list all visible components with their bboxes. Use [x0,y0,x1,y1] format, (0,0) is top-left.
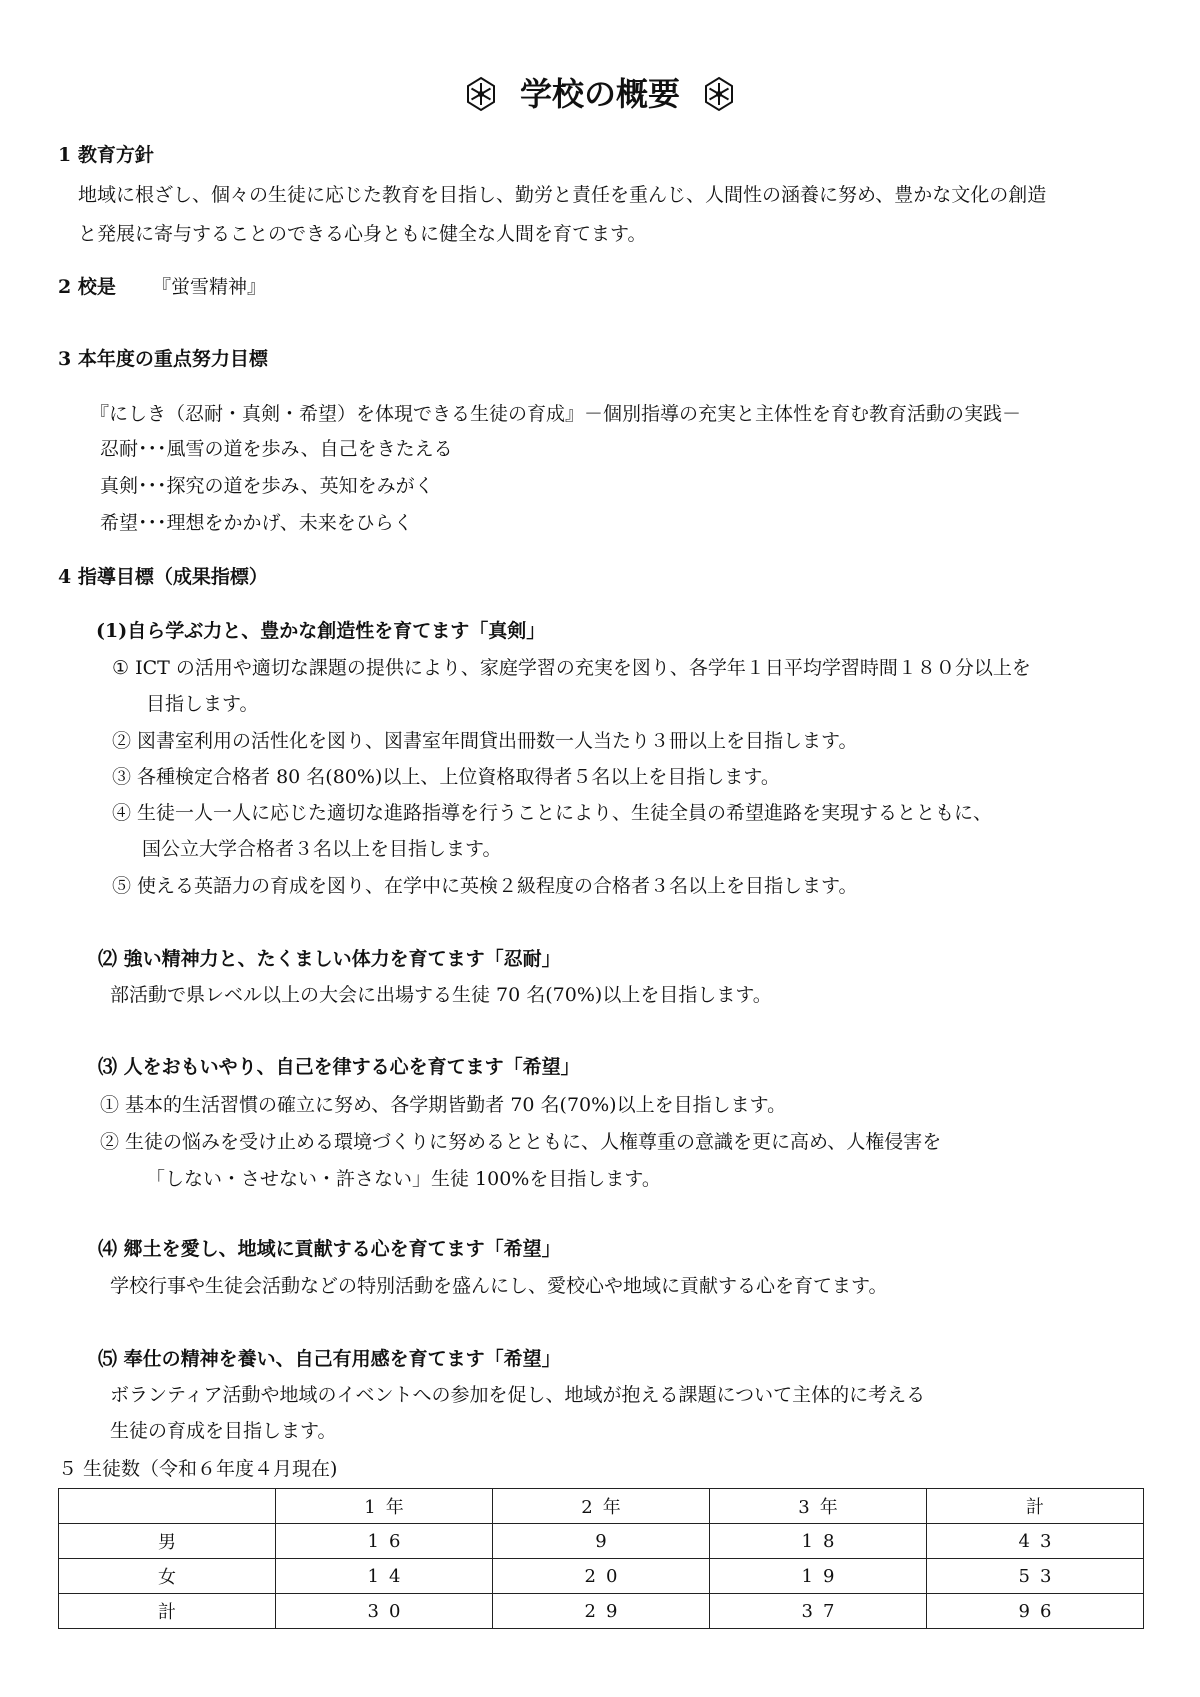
target-item-cont: 生徒の育成を目指します。 [110,1420,337,1442]
school-motto: 『蛍雪精神』 [152,276,267,298]
table-cell: 18 [710,1524,927,1559]
target-item: ③ 各種検定合格者 80 名(80%)以上、上位資格取得者５名以上を目指します。 [112,766,780,788]
target-item: 部活動で県レベル以上の大会に出場する生徒 70 名(70%)以上を目指します。 [110,984,772,1006]
table-row [59,1594,1144,1629]
goal-item: 忍耐･･･風雪の道を歩み、自己をきたえる [100,438,453,460]
table-header-row [59,1489,1144,1524]
student-count-table [58,1488,1144,1629]
target-item-cont: 目指します。 [146,693,259,715]
table-row [59,1559,1144,1594]
table-cell: 37 [710,1594,927,1629]
target-item: ① ICT の活用や適切な課題の提供により、家庭学習の充実を図り、各学年１日平均学習時間１８０分以上を [112,657,1031,679]
subsection-heading: ⑷ 郷土を愛し、地域に貢献する心を育てます「希望」 [98,1238,561,1260]
subsection-heading: ⑸ 奉仕の精神を養い、自己有用感を育てます「希望」 [98,1348,561,1370]
subsection-heading: ⑵ 強い精神力と、たくましい体力を育てます「忍耐」 [98,948,561,970]
table-header-cell [59,1489,276,1524]
page-title: 学校の概要 [519,75,680,113]
target-item-cont: 国公立大学合格者３名以上を目指します。 [142,838,502,860]
table-cell: 20 [493,1559,710,1594]
target-item: ④ 生徒一人一人に応じた適切な進路指導を行うことにより、生徒全員の希望進路を実現するとともに、 [112,802,993,824]
target-item: ボランティア活動や地域のイベントへの参加を促し、地域が抱える課題について主体的に考える [110,1384,926,1406]
section-heading-policy: 1 教育方針 [58,144,154,166]
table-header-cell: 計 [927,1489,1144,1524]
table-header-cell: 1年 [276,1489,493,1524]
section-heading-guidance: 4 指導目標（成果指標） [58,566,268,588]
table-cell: 29 [493,1594,710,1629]
section-heading-students: ５ 生徒数（令和６年度４月現在) [58,1458,338,1480]
table-cell: 19 [710,1559,927,1594]
table-cell: 計 [59,1594,276,1629]
table-cell: 14 [276,1559,493,1594]
target-item-cont: 「しない・させない・許さない」生徒 100%を目指します。 [146,1168,661,1190]
snowflake-emblem-icon [701,76,737,117]
target-item: ② 図書室利用の活性化を図り、図書室年間貸出冊数一人当たり３冊以上を目指します。 [112,730,858,752]
section-heading-motto: 2 校是 [58,276,116,298]
target-item: 学校行事や生徒会活動などの特別活動を盛んにし、愛校心や地域に貢献する心を育てます。 [110,1275,888,1297]
section-heading-goals: 3 本年度の重点努力目標 [58,348,268,370]
table-row [59,1524,1144,1559]
target-item: ② 生徒の悩みを受け止める環境づくりに努めるとともに、人権尊重の意識を更に高め、人権侵害を [100,1131,942,1153]
table-cell: 男 [59,1524,276,1559]
table-cell: 女 [59,1559,276,1594]
annual-goal: 『にしき（忍耐・真剣・希望）を体現できる生徒の育成』－個別指導の充実と主体性を育む教育活動の実践－ [90,403,1022,425]
subsection-heading: (1)自ら学ぶ力と、豊かな創造性を育てます「真剣」 [96,620,546,642]
policy-text-line: 地域に根ざし、個々の生徒に応じた教育を目指し、勤労と責任を重んじ、人間性の涵養に努め、豊かな文化の創造 [78,184,1047,206]
page-title-row [0,76,1200,117]
policy-text-line: と発展に寄与することのできる心身ともに健全な人間を育てます。 [78,223,647,245]
goal-item: 希望･･･理想をかかげ、未来をひらく [100,512,413,534]
table-cell: 43 [927,1524,1144,1559]
table-header-cell: 3年 [710,1489,927,1524]
table-cell: 9 [493,1524,710,1559]
table-cell: 16 [276,1524,493,1559]
table-cell: 53 [927,1559,1144,1594]
table-cell: 30 [276,1594,493,1629]
goal-item: 真剣･･･探究の道を歩み、英知をみがく [100,475,434,497]
table-header-cell: 2年 [493,1489,710,1524]
snowflake-emblem-icon [463,76,499,117]
target-item: ⑤ 使える英語力の育成を図り、在学中に英検２級程度の合格者３名以上を目指します。 [112,875,858,897]
table-cell: 96 [927,1594,1144,1629]
subsection-heading: ⑶ 人をおもいやり、自己を律する心を育てます「希望」 [98,1056,580,1078]
target-item: ① 基本的生活習慣の確立に努め、各学期皆勤者 70 名(70%)以上を目指します。 [100,1094,787,1116]
